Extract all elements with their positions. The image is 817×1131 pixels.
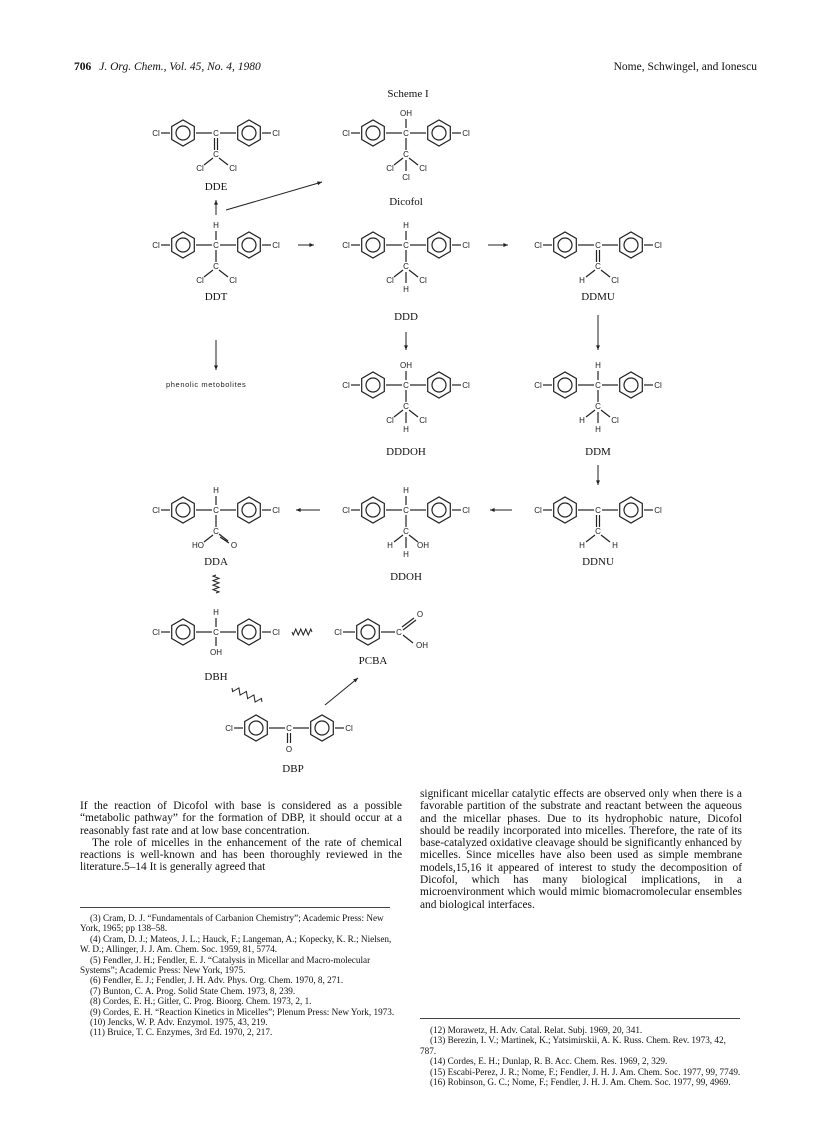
benzene-ring	[362, 232, 385, 258]
substituent-label: OH	[210, 648, 222, 657]
compound-label-dda: DDA	[204, 556, 228, 568]
substituent-label: H	[213, 608, 219, 617]
chlorine-label: Cl	[272, 506, 280, 515]
substituent-label: HO	[192, 541, 204, 550]
benzene-ring	[428, 232, 451, 258]
substituent-label: Cl	[386, 416, 394, 425]
substituent-label: O	[230, 541, 238, 550]
carbon-label: C	[213, 150, 219, 159]
molecule	[152, 221, 280, 285]
carbon-label: C	[396, 628, 402, 637]
substituent-label: Cl	[386, 164, 394, 173]
bond	[403, 635, 413, 643]
substituent-label: OH	[417, 541, 429, 550]
aromatic-circle	[624, 503, 638, 517]
benzene-ring	[245, 715, 268, 741]
phenolic-metabolites-label: phenolic metobolites	[166, 380, 247, 389]
aromatic-circle	[361, 625, 375, 639]
chlorine-label: Cl	[152, 628, 160, 637]
substituent-label: H	[403, 550, 409, 559]
footnote: (6) Fendler, E. J.; Fendler, J. H. Adv. Phys. Org. Chem. 1970, 8, 271.	[90, 975, 344, 986]
substituent-label: Cl	[419, 276, 427, 285]
substituent-label: H	[213, 486, 219, 495]
footnote-rule	[80, 907, 390, 908]
compound-label-ddm: DDM	[585, 446, 611, 458]
arrow-head	[296, 508, 301, 512]
substituent-label: H	[595, 361, 601, 370]
carbon-label: C	[595, 402, 601, 411]
footnote: (12) Morawetz, H. Adv. Catal. Relat. Subj. 1969, 20, 341.	[430, 1025, 643, 1035]
aromatic-circle	[176, 126, 190, 140]
carbon-label: C	[213, 241, 219, 250]
benzene-ring	[620, 497, 643, 523]
molecule	[342, 109, 470, 182]
arrow-head	[404, 345, 408, 350]
benzene-ring	[238, 619, 261, 645]
scheme-title: Scheme I	[387, 88, 429, 100]
wavy-arrow	[292, 629, 312, 635]
aromatic-circle	[366, 238, 380, 252]
footnote: (7) Bunton, C. A. Prog. Solid State Chem. 1973, 8, 239.	[90, 985, 296, 996]
arrow-head	[214, 365, 218, 370]
chlorine-label: Cl	[272, 129, 280, 138]
bond	[204, 270, 213, 277]
benzene-ring	[311, 715, 334, 741]
footnote: (3) Cram, D. J. “Fundamentals of Carbanion Chemistry”; Academic Press: New York, 1965; pp 138–58.	[80, 913, 384, 934]
aromatic-circle	[249, 721, 263, 735]
footnote: (11) Bruice, T. C. Enzymes, 3rd Ed. 1970, 2, 217.	[90, 1027, 273, 1038]
aromatic-circle	[242, 625, 256, 639]
molecule-pcba	[334, 610, 428, 650]
chlorine-label: Cl	[225, 724, 233, 733]
carbon-label: C	[213, 129, 219, 138]
bond	[586, 270, 595, 277]
substituent-label: O	[416, 610, 424, 619]
molecule	[534, 361, 662, 434]
substituent-label: OH	[400, 361, 412, 370]
body-column-right	[420, 788, 742, 911]
footnote: (9) Cordes, E. H. “Reaction Kinetics in Micelles”; Plenum Press: New York, 1973.	[90, 1006, 395, 1017]
carbon-label: C	[595, 241, 601, 250]
substituent-label: Cl	[611, 416, 619, 425]
arrow-head	[596, 480, 600, 485]
aromatic-circle	[558, 503, 572, 517]
benzene-ring	[362, 120, 385, 146]
chlorine-label: Cl	[462, 129, 470, 138]
aromatic-circle	[432, 503, 446, 517]
molecule	[152, 486, 280, 550]
carbon-label: C	[403, 241, 409, 250]
aromatic-circle	[624, 238, 638, 252]
aromatic-circle	[558, 238, 572, 252]
paragraph: The role of micelles in the enhancement of the rate of chemical reactions is well-known and has been thoroughly reviewed in the literature.5–14 It is generally agreed that	[80, 836, 402, 874]
body-column-left	[80, 800, 402, 874]
footnote: (13) Berezin, I. V.; Martinek, K.; Yatsimirskii, A. K. Russ. Chem. Rev. 1973, 42, 787.	[420, 1035, 726, 1056]
bond	[394, 270, 403, 277]
chlorine-label: Cl	[534, 241, 542, 250]
benzene-ring	[238, 497, 261, 523]
carbon-label: C	[403, 262, 409, 271]
substituent-label: H	[403, 486, 409, 495]
substituent-label: H	[213, 221, 219, 230]
benzene-ring	[238, 120, 261, 146]
substituent-label: OH	[400, 109, 412, 118]
footnote: (5) Fendler, J. H.; Fendler, E. J. “Catalysis in Micellar and Macro-molecular Systems”; Academic Press: New York, 1975.	[80, 954, 371, 976]
wavy-arrow	[232, 688, 262, 702]
bond	[586, 410, 595, 417]
chlorine-label: Cl	[152, 129, 160, 138]
chlorine-label: Cl	[342, 241, 350, 250]
bond	[601, 535, 610, 542]
compound-label-dde: DDE	[204, 181, 228, 193]
benzene-ring	[172, 497, 195, 523]
footnote: (15) Escabi-Perez, J. R.; Nome, F.; Fendler, J. H. J. Am. Chem. Soc. 1977, 99, 7749.	[430, 1066, 741, 1077]
carbon-label: C	[403, 150, 409, 159]
wavy-arrow	[213, 575, 219, 593]
substituent-label: OH	[416, 641, 428, 650]
benzene-ring	[362, 497, 385, 523]
chlorine-label: Cl	[345, 724, 353, 733]
arrow-head	[317, 181, 322, 185]
substituent-label: Cl	[196, 276, 204, 285]
arrow-head	[214, 200, 218, 205]
substituent-label: Cl	[196, 164, 204, 173]
bond	[586, 535, 595, 542]
chlorine-label: Cl	[462, 506, 470, 515]
benzene-ring	[554, 497, 577, 523]
bond	[601, 410, 610, 417]
substituent-label: H	[579, 276, 585, 285]
chlorine-label: Cl	[342, 381, 350, 390]
carbon-label: C	[403, 506, 409, 515]
arrow-shaft	[226, 182, 322, 210]
compound-label-dbh: DBH	[204, 671, 228, 683]
substituent-label: Cl	[611, 276, 619, 285]
benzene-ring	[362, 372, 385, 398]
aromatic-circle	[366, 503, 380, 517]
bond	[204, 535, 213, 542]
footnote: (10) Jencks, W. P. Adv. Enzymol. 1975, 43, 219.	[90, 1017, 268, 1028]
aromatic-circle	[242, 238, 256, 252]
molecule	[342, 361, 470, 434]
bond	[394, 410, 403, 417]
footnotes-left	[80, 913, 402, 1038]
compound-label-dbp: DBP	[282, 763, 304, 775]
carbon-label: C	[213, 628, 219, 637]
bond	[601, 270, 610, 277]
chlorine-label: Cl	[152, 241, 160, 250]
chlorine-label: Cl	[462, 381, 470, 390]
aromatic-circle	[176, 503, 190, 517]
substituent-label: H	[595, 425, 601, 434]
compound-label-ddnu: DDNU	[582, 556, 614, 568]
paragraph: If the reaction of Dicofol with base is considered as a possible “metabolic pathway” for the formation of DBP, it should occur at a reasonably fast rate and at low base concentration.	[80, 800, 402, 837]
footnotes-right	[420, 1025, 742, 1087]
aromatic-circle	[432, 238, 446, 252]
carbon-label: C	[213, 506, 219, 515]
substituent-label: H	[579, 541, 585, 550]
bond	[204, 158, 213, 165]
molecule	[225, 715, 353, 754]
aromatic-circle	[432, 378, 446, 392]
substituent-label: Cl	[419, 164, 427, 173]
benzene-ring	[172, 619, 195, 645]
page-number: 706	[74, 61, 92, 73]
aromatic-circle	[315, 721, 329, 735]
substituent-label: H	[387, 541, 393, 550]
chlorine-label: Cl	[462, 241, 470, 250]
substituent-label: Cl	[229, 276, 237, 285]
molecule	[534, 232, 662, 285]
bond	[219, 270, 228, 277]
carbon-label: C	[595, 527, 601, 536]
carbon-label: C	[213, 262, 219, 271]
molecule	[152, 120, 280, 173]
substituent-label: H	[403, 285, 409, 294]
molecule	[342, 221, 470, 294]
chlorine-label: Cl	[342, 506, 350, 515]
bond	[394, 158, 403, 165]
substituent-label: Cl	[402, 173, 410, 182]
chlorine-label: Cl	[342, 129, 350, 138]
chlorine-label: Cl	[534, 506, 542, 515]
carbon-label: C	[286, 724, 292, 733]
benzene-ring	[428, 497, 451, 523]
chlorine-label: Cl	[272, 628, 280, 637]
aromatic-circle	[176, 625, 190, 639]
aromatic-circle	[242, 503, 256, 517]
paragraph: significant micellar catalytic effects are observed only when there is a favorable partition of the substrate and reactant between the aqueous and the micellar phases. Due to its hydrophobic nature, Dicofol should be readily incorporated into micelles. Therefore, the rate of its base-catalyzed oxidative cleavage should be significantly enhanced by micelles. Since micelles have also been used as simple membrane models,15,16 it appeared of interest to study the decomposition of Dicofol, which has many biological implications, in a microenvironment which would mimic biomacromolecular ensembles and biological interfaces.	[420, 788, 742, 911]
aromatic-circle	[176, 238, 190, 252]
compound-label-ddt: DDT	[204, 291, 228, 303]
footnote: (14) Cordes, E. H.; Dunlap, R. B. Acc. Chem. Res. 1969, 2, 329.	[430, 1056, 668, 1067]
substituent-label: H	[612, 541, 618, 550]
substituent-label: H	[579, 416, 585, 425]
benzene-ring	[172, 120, 195, 146]
benzene-ring	[172, 232, 195, 258]
molecule	[342, 486, 470, 559]
carbon-label: C	[595, 262, 601, 271]
molecule	[152, 608, 280, 657]
bond	[409, 158, 418, 165]
benzene-ring	[428, 120, 451, 146]
footnote: (8) Cordes, E. H.; Gitler, C. Prog. Bioorg. Chem. 1973, 2, 1.	[90, 996, 312, 1007]
arrow-shaft	[325, 678, 358, 705]
aromatic-circle	[366, 378, 380, 392]
compound-label-ddd: DDD	[394, 311, 418, 323]
benzene-ring	[620, 372, 643, 398]
compound-label-dicofol: Dicofol	[389, 196, 423, 208]
chlorine-label: Cl	[152, 506, 160, 515]
aromatic-circle	[432, 126, 446, 140]
carbon-label: C	[213, 527, 219, 536]
arrow-head	[503, 243, 508, 247]
benzene-ring	[620, 232, 643, 258]
chlorine-label: Cl	[272, 241, 280, 250]
substituent-label: Cl	[229, 164, 237, 173]
carbon-label: C	[595, 381, 601, 390]
bond	[219, 158, 228, 165]
running-header-authors: Nome, Schwingel, and Ionescu	[613, 61, 757, 73]
footnote-rule	[420, 1018, 740, 1019]
chlorine-label: Cl	[534, 381, 542, 390]
journal-citation: J. Org. Chem., Vol. 45, No. 4, 1980	[99, 61, 261, 73]
substituent-label: O	[285, 745, 293, 754]
footnote: (16) Robinson, G. C.; Nome, F.; Fendler, J. H. J. Am. Chem. Soc. 1977, 99, 4969.	[430, 1077, 731, 1088]
arrow-head	[596, 345, 600, 350]
benzene-ring	[554, 372, 577, 398]
substituent-label: Cl	[386, 276, 394, 285]
aromatic-circle	[558, 378, 572, 392]
carbon-label: C	[403, 402, 409, 411]
molecule	[534, 497, 662, 550]
chlorine-label: Cl	[334, 628, 342, 637]
footnote: (4) Cram, D. J.; Mateos, J. L.; Hauck, F.; Langeman, A.; Kopecky, K. R.; Nielsen, W. D.; Allinger, J. J. Am. Chem. Soc. 1959, 81, 5774.	[80, 933, 392, 955]
compound-label-pcba: PCBA	[358, 655, 388, 667]
benzene-ring	[554, 232, 577, 258]
aromatic-circle	[366, 126, 380, 140]
benzene-ring	[357, 619, 380, 645]
chlorine-label: Cl	[654, 241, 662, 250]
carbon-label: C	[403, 381, 409, 390]
chlorine-label: Cl	[654, 381, 662, 390]
bond	[409, 270, 418, 277]
compound-label-ddmu: DDMU	[581, 291, 615, 303]
substituent-label: Cl	[419, 416, 427, 425]
aromatic-circle	[242, 126, 256, 140]
arrow-head	[309, 243, 314, 247]
arrow-head	[490, 508, 495, 512]
benzene-ring	[238, 232, 261, 258]
carbon-label: C	[403, 129, 409, 138]
compound-label-dddoh: DDDOH	[386, 446, 426, 458]
compound-label-ddoh: DDOH	[390, 571, 422, 583]
substituent-label: H	[403, 425, 409, 434]
substituent-label: H	[403, 221, 409, 230]
bond	[409, 410, 418, 417]
chlorine-label: Cl	[654, 506, 662, 515]
carbon-label: C	[403, 527, 409, 536]
benzene-ring	[428, 372, 451, 398]
bond	[394, 535, 403, 542]
carbon-label: C	[595, 506, 601, 515]
aromatic-circle	[624, 378, 638, 392]
